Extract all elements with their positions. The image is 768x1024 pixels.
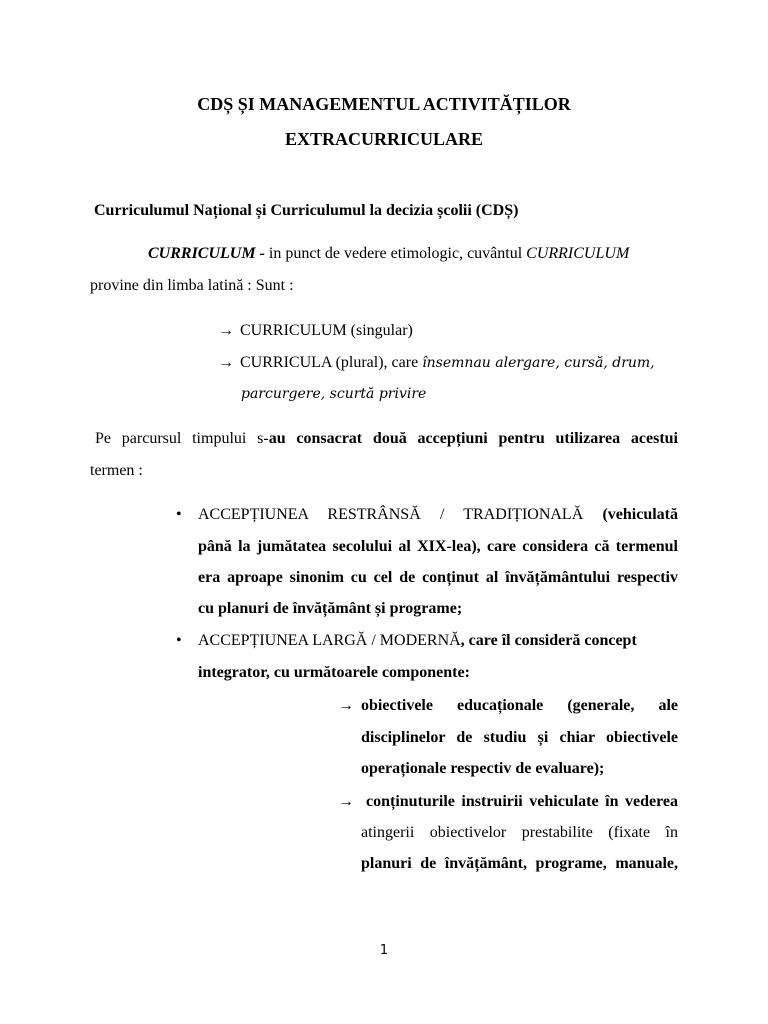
definition-term: CURRICULUM - bbox=[148, 245, 265, 262]
sub-item1-line1: obiectivele educaționale (generale, ale bbox=[361, 697, 678, 714]
bullet1-line2: până la jumătatea secolului al XIX-lea), care considera că termenul bbox=[198, 538, 678, 555]
definition-line2: provine din limba latină : Sunt : bbox=[90, 277, 294, 294]
arrow-item-1-text: CURRICULUM (singular) bbox=[240, 322, 413, 339]
document-title-line1: CDȘ ȘI MANAGEMENTUL ACTIVITĂȚILOR bbox=[197, 94, 571, 114]
bullet2-term: ACCEPȚIUNEA LARGĂ / MODERNĂ bbox=[198, 632, 461, 649]
bullet2-line1 bbox=[198, 632, 637, 650]
sub-arrow-icon-1: → bbox=[338, 697, 354, 714]
bullet-icon: • bbox=[176, 506, 182, 523]
bullet-icon: • bbox=[176, 632, 182, 649]
bullet1-line3: era aproape sinonim cu cel de conținut al învățământului respectiv bbox=[198, 569, 678, 586]
arrow-item-2-line2: parcurgere, scurtă privire bbox=[241, 386, 427, 402]
page-number: 1 bbox=[379, 943, 389, 958]
definition-line1 bbox=[148, 245, 629, 263]
paragraph-line1-a: Pe parcursul timpului s- bbox=[95, 430, 269, 447]
document-title-line2: EXTRACURRICULARE bbox=[284, 129, 484, 149]
section-heading: Curriculumul Național și Curriculumul la decizia școlii (CDȘ) bbox=[94, 202, 519, 219]
bullet1-term: ACCEPȚIUNEA RESTRÂNSĂ / TRADIȚIONALĂ bbox=[198, 506, 584, 523]
arrow-item-2-italic: însemnau alergare, cursă, drum, bbox=[422, 355, 655, 371]
arrow-item-1 bbox=[218, 322, 413, 340]
right-arrow-icon: → bbox=[218, 322, 234, 339]
sub-item1-line3: operaționale respectiv de evaluare); bbox=[361, 760, 605, 777]
paragraph-line1-b: au consacrat două accepțiuni pentru utilizarea acestui bbox=[268, 430, 679, 447]
bullet1-line1 bbox=[198, 506, 678, 524]
paragraph-line2: termen : bbox=[90, 462, 143, 479]
sub-arrow-icon-2: → bbox=[338, 793, 354, 810]
bullet1-line4: cu planuri de învățământ și programe; bbox=[198, 600, 463, 617]
definition-text: in punct de vedere etimologic, cuvântul bbox=[264, 245, 527, 262]
bullet2-rest: , care îl consideră concept bbox=[460, 632, 637, 649]
arrow-item-2-text: CURRICULA (plural), care bbox=[240, 354, 423, 371]
paragraph-line1 bbox=[95, 430, 678, 448]
bullet2-line2: integrator, cu următoarele componente: bbox=[198, 664, 470, 681]
sub-item2-line3: planuri de învățământ, programe, manuale, bbox=[361, 855, 678, 872]
definition-term2: CURRICULUM bbox=[526, 245, 630, 262]
sub-item2-line1: conținuturile instruirii vehiculate în vederea bbox=[366, 793, 678, 810]
bullet1-paren: (vehiculată bbox=[602, 506, 678, 523]
sub-item1-line2: disciplinelor de studiu și chiar obiectivele bbox=[361, 729, 678, 746]
right-arrow-icon: → bbox=[218, 354, 234, 371]
arrow-item-2 bbox=[218, 354, 655, 372]
sub-item2-line2: atingerii obiectivelor prestabilite (fixate în bbox=[361, 824, 678, 841]
